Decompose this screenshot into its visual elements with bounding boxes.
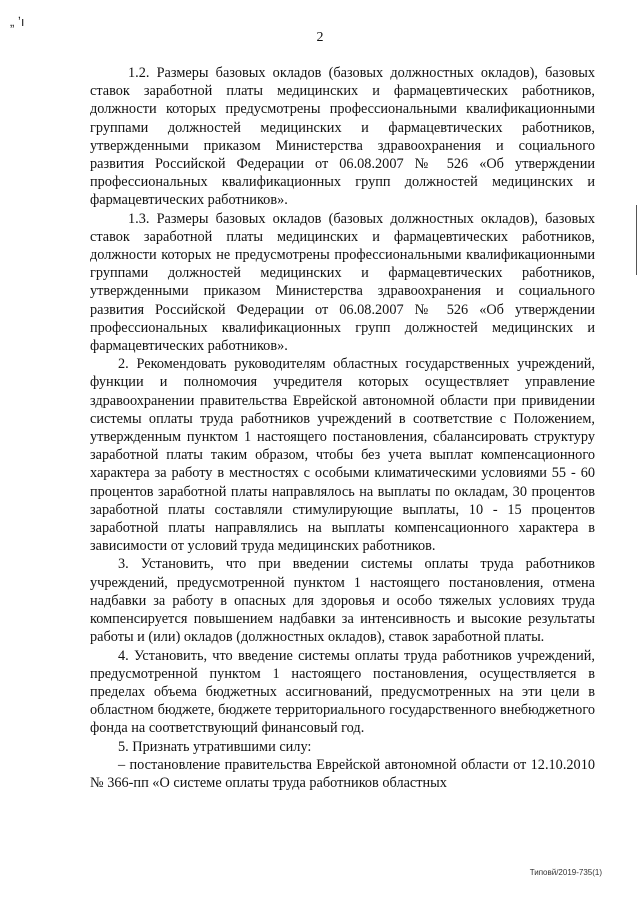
paragraph-1-2: 1.2. Размеры базовых окладов (базовых должностных окладов), базовых ставок заработной платы медицинских и фармацевтических работников, должности которых предусмотрены профессиональными квалификационными группами должностей медицинских и фармацевтических работников, утвержденными приказом Министерства здравоохранения и социального развития Российской Федерации от 06.08.2007 № 526 «Об утверждении профессиональных квалификационных групп должностей медицинских и фармацевтических работников». [90, 65, 595, 209]
scan-artifact: „ ʼı [10, 14, 25, 29]
paragraph-5-item-1: – постановление правительства Еврейской автономной области от 12.10.2010 № 366-пп «О системе оплаты труда работников областных [90, 756, 595, 791]
paragraph-1-3: 1.3. Размеры базовых окладов (базовых должностных окладов), базовых ставок заработной платы медицинских и фармацевтических работников, должности которых не предусмотрены профессиональными квалификационными группами должностей медицинских и фармацевтических работников, утвержденными приказом Министерства здравоохранения и социального развития Российской Федерации от 06.08.2007 № 526 «Об утверждении профессиональных квалификационных групп должностей медицинских и фармацевтических работников». [90, 210, 595, 355]
paragraph-4: 4. Установить, что введение системы оплаты труда работников учреждений, предусмотренной пунктом 1 настоящего постановления, осуществляется в пределах объема бюджетных ассигнований, предусмотренных на эти цели в областном бюджете, бюджете территориального государственного внебюджетного фонда на соответствующий финансовый год. [90, 647, 595, 737]
paragraph-2: 2. Рекомендовать руководителям областных государственных учреждений, функции и полномочия учредителя которых осуществляет управление здравоохранении правительства Еврейской автономной области при привидении системы оплаты труда работников учреждений в соответствие с Положением, утвержденным пунктом 1 настоящего постановления, сбалансировать структуру заработной платы таким образом, чтобы без учета выплат компенсационного характера за работу в местностях с особыми климатическими условиями 55 - 60 процентов заработной платы направлялось на выплаты по окладам, 30 процентов заработной платы составляли стимулирующие выплаты, 10 - 15 процентов заработной платы направлялись на выплаты компенсационного характера в зависимости от условий труда медицинских работников. [90, 356, 595, 555]
page-number: 2 [316, 30, 324, 45]
document-code: Типовй/2019-735(1) [529, 868, 602, 877]
document-body [90, 64, 595, 792]
paragraph-5: 5. Признать утратившими силу: [118, 738, 312, 755]
paragraph-3: 3. Установить, что при введении системы оплаты труда работников учреждений, предусмотренной пунктом 1 настоящего постановления, отмена надбавки за работу в опасных для здоровья и особо тяжелых условиях труда компенсируется повышением надбавки за интенсивность и высокие результаты работы и (или) окладов (должностных окладов), ставок заработной платы. [90, 556, 595, 646]
scan-edge-line [636, 205, 637, 275]
